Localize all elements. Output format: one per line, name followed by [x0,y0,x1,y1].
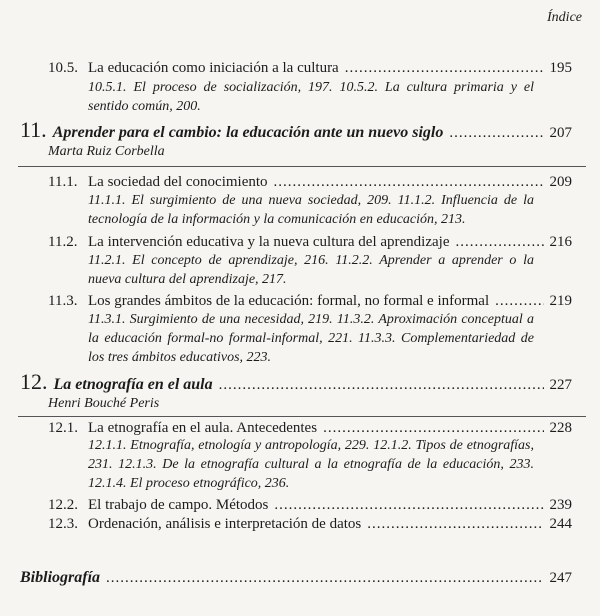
entry-number: 11.1. [48,174,78,190]
entry-title: La etnografía en el aula. Antecedentes [88,420,318,436]
entry-number: 12.2. [48,497,78,513]
entry-page: 209 [549,174,572,190]
leader-dots [456,232,544,252]
toc-entry-12-2 [48,495,572,515]
subentries-11-1: 11.1.1. El surgimiento de una nueva sociedad, 209. 11.1.2. Influencia de la tecnología de la información y la comunicación en educación, 213. [88,193,534,227]
leader-dots [106,568,543,588]
entry-title: La intervención educativa y la nueva cultura del aprendizaje [88,234,450,250]
entry-page: 239 [549,497,572,513]
entry-number: 12.1. [48,420,78,436]
entry-number: 12.3. [48,516,78,532]
running-header: Índice [547,10,582,25]
separator-rule [18,166,586,167]
entry-title: El trabajo de campo. Métodos [88,497,269,513]
bibliography-title: Bibliografía [20,569,101,586]
leader-dots [449,123,543,143]
chapter-author: Henri Bouché Peris [48,396,160,411]
entry-page: 195 [549,60,572,76]
leader-dots [274,172,544,192]
toc-entry-11-2 [48,232,572,252]
leader-dots [367,514,543,534]
toc-entry-12-1 [48,418,572,438]
entry-title: Ordenación, análisis e interpretación de datos [88,516,362,532]
entry-page: 244 [549,516,572,532]
leader-dots [274,495,543,515]
chapter-title: La etnografía en el aula [53,376,213,393]
chapter-page: 227 [549,377,572,393]
entry-page: 228 [549,420,572,436]
toc-chapter-11 [20,117,572,143]
subentries-10-5: 10.5.1. El proceso de socialización, 197. 10.5.2. La cultura primaria y el sentido común, 200. [88,80,534,114]
toc-entry-11-3 [48,291,572,311]
entry-number: 11.3. [48,293,78,309]
separator-rule [18,416,586,417]
entry-title: La educación como iniciación a la cultura [88,60,339,76]
leader-dots [345,58,544,78]
entry-number: 11.2. [48,234,78,250]
bibliography-page: 247 [549,570,572,586]
chapter-author: Marta Ruiz Corbella [48,144,165,159]
chapter-title: Aprender para el cambio: la educación ante un nuevo siglo [52,124,444,141]
leader-dots [323,418,543,438]
subentries-12-1: 12.1.1. Etnografía, etnología y antropología, 229. 12.1.2. Tipos de etnografías, 231. 12.1.3. De la etnografía cultural a la etnografía de la educación, 233. 12.1.4. El proceso etnográfico, 236. [88,438,534,491]
entry-number: 10.5. [48,60,78,76]
toc-entry-12-3 [48,514,572,534]
subentries-11-2: 11.2.1. El concepto de aprendizaje, 216. 11.2.2. Aprender a aprender o la nueva cultura del aprendizaje, 217. [88,253,534,287]
toc-entry-10-5 [48,58,572,78]
entry-title: Los grandes ámbitos de la educación: formal, no formal e informal [88,293,490,309]
toc-entry-11-1 [48,172,572,192]
chapter-number: 12. [20,369,48,394]
toc-chapter-12 [20,369,572,395]
entry-title: La sociedad del conocimiento [88,174,268,190]
chapter-page: 207 [549,125,572,141]
chapter-number: 11. [20,117,47,142]
entry-page: 216 [549,234,572,250]
entry-page: 219 [549,293,572,309]
subentries-11-3: 11.3.1. Surgimiento de una necesidad, 219. 11.3.2. Aproximación conceptual a la educación formal-no formal-informal, 221. 11.3.3. Complementariedad de los tres ámbitos educativos, 223. [88,312,534,365]
leader-dots [219,375,544,395]
toc-bibliography [20,568,572,588]
leader-dots [495,291,543,311]
